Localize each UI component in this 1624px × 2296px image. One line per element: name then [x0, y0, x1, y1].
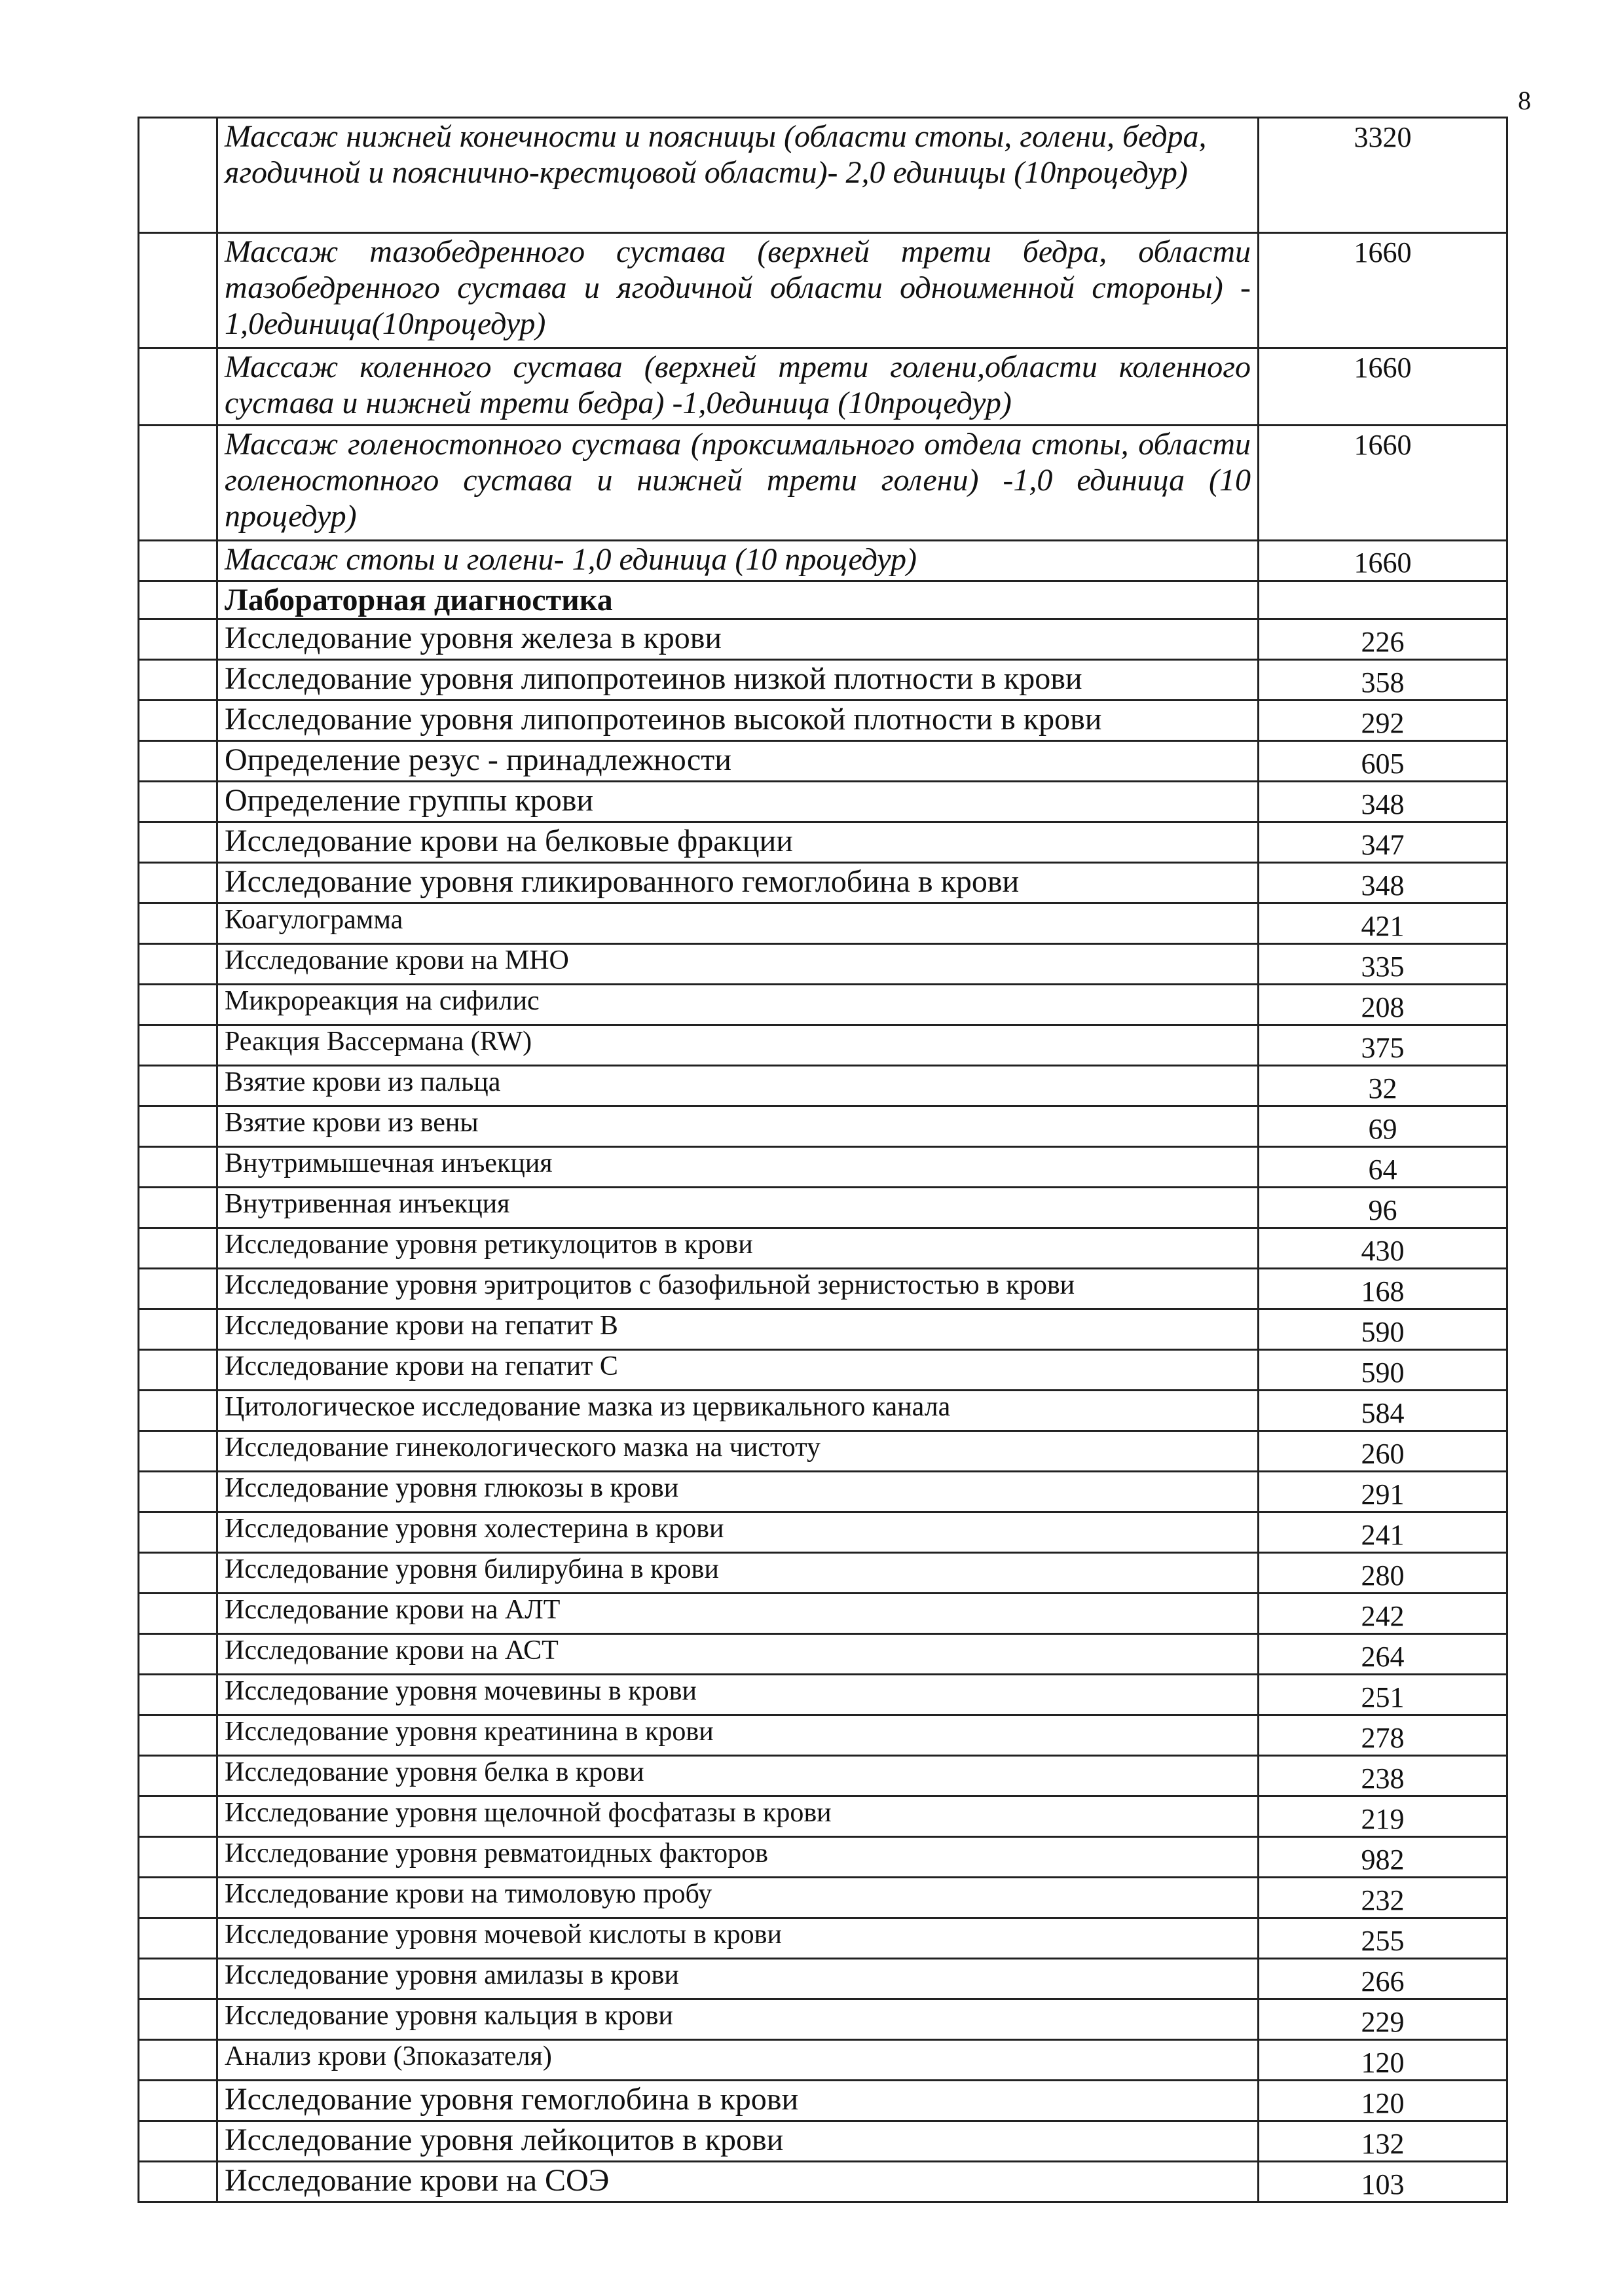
row-number-cell — [139, 1594, 217, 1634]
table-row — [139, 782, 1507, 822]
table-row — [139, 741, 1507, 782]
service-name: Массаж коленного сустава (верхней трети голени,области коленного сустава и нижней трети бедра) -1,0единица (10процедур) — [217, 348, 1259, 426]
service-name: Исследование уровня мочевой кислоты в крови — [217, 1918, 1259, 1959]
service-name: Исследование крови на гепатит В — [217, 1309, 1259, 1350]
table-row — [139, 1188, 1507, 1228]
service-name: Исследование крови на АЛТ — [217, 1594, 1259, 1634]
row-number-cell — [139, 701, 217, 741]
row-number-cell — [139, 1025, 217, 1066]
row-number-cell — [139, 1675, 217, 1715]
table-row — [139, 1512, 1507, 1553]
row-number-cell — [139, 2040, 217, 2081]
service-price: 64 — [1259, 1147, 1507, 1188]
section-header: Лабораторная диагностика — [217, 581, 1259, 619]
row-number-cell — [139, 1472, 217, 1512]
service-name: Исследование гинекологического мазка на чистоту — [217, 1431, 1259, 1472]
table-row — [139, 2162, 1507, 2202]
row-number-cell — [139, 944, 217, 985]
row-number-cell — [139, 1350, 217, 1391]
table-row — [139, 985, 1507, 1025]
service-name: Исследование крови на гепатит С — [217, 1350, 1259, 1391]
table-row — [139, 541, 1507, 581]
service-name: Исследование уровня ревматоидных факторов — [217, 1837, 1259, 1878]
service-name: Взятие крови из вены — [217, 1106, 1259, 1147]
row-number-cell — [139, 2162, 217, 2202]
table-row — [139, 1796, 1507, 1837]
table-row — [139, 1553, 1507, 1594]
table-row — [139, 1472, 1507, 1512]
table-row — [139, 822, 1507, 863]
row-number-cell — [139, 660, 217, 701]
service-price: 1660 — [1259, 348, 1507, 426]
service-price: 266 — [1259, 1959, 1507, 1999]
table-row — [139, 1391, 1507, 1431]
row-number-cell — [139, 1837, 217, 1878]
service-price: 982 — [1259, 1837, 1507, 1878]
table-row — [139, 1675, 1507, 1715]
service-name: Массаж нижней конечности и поясницы (области стопы, голени, бедра, ягодичной и пояснично-крестцовой области)- 2,0 единицы (10процедур) — [217, 118, 1259, 233]
row-number-cell — [139, 1431, 217, 1472]
table-row — [139, 944, 1507, 985]
table-row — [139, 2040, 1507, 2081]
service-name: Исследование уровня щелочной фосфатазы в крови — [217, 1796, 1259, 1837]
service-name: Реакция Вассермана (RW) — [217, 1025, 1259, 1066]
table-row — [139, 701, 1507, 741]
row-number-cell — [139, 1147, 217, 1188]
row-number-cell — [139, 1228, 217, 1269]
table-row — [139, 1431, 1507, 1472]
table-row — [139, 1350, 1507, 1391]
service-name: Исследование уровня лейкоцитов в крови — [217, 2121, 1259, 2162]
row-number-cell — [139, 1553, 217, 1594]
row-number-cell — [139, 581, 217, 619]
service-name: Исследование уровня мочевины в крови — [217, 1675, 1259, 1715]
table-row — [139, 2121, 1507, 2162]
table-row — [139, 1999, 1507, 2040]
row-number-cell — [139, 233, 217, 348]
table-row — [139, 1269, 1507, 1309]
row-number-cell — [139, 1999, 217, 2040]
service-name: Исследование крови на тимоловую пробу — [217, 1878, 1259, 1918]
service-name: Исследование уровня железа в крови — [217, 619, 1259, 660]
service-price: 335 — [1259, 944, 1507, 985]
row-number-cell — [139, 1106, 217, 1147]
service-price: 264 — [1259, 1634, 1507, 1675]
service-price: 430 — [1259, 1228, 1507, 1269]
service-price: 260 — [1259, 1431, 1507, 1472]
row-number-cell — [139, 118, 217, 233]
table-row — [139, 348, 1507, 426]
table-row — [139, 863, 1507, 903]
row-number-cell — [139, 1756, 217, 1796]
price-table-body — [139, 118, 1507, 2202]
service-price: 168 — [1259, 1269, 1507, 1309]
service-name: Определение группы крови — [217, 782, 1259, 822]
service-price: 242 — [1259, 1594, 1507, 1634]
service-name: Исследование уровня гемоглобина в крови — [217, 2081, 1259, 2121]
service-name: Массаж голеностопного сустава (проксимального отдела стопы, области голеностопного сустава и нижней трети голени) -1,0 единица (10 процедур) — [217, 426, 1259, 541]
service-price: 241 — [1259, 1512, 1507, 1553]
price-table — [138, 117, 1508, 2203]
service-price: 232 — [1259, 1878, 1507, 1918]
table-row — [139, 1918, 1507, 1959]
row-number-cell — [139, 426, 217, 541]
service-price: 132 — [1259, 2121, 1507, 2162]
service-price: 347 — [1259, 822, 1507, 863]
table-row — [139, 1025, 1507, 1066]
table-row — [139, 903, 1507, 944]
service-price: 251 — [1259, 1675, 1507, 1715]
service-name: Цитологическое исследование мазка из цервикального канала — [217, 1391, 1259, 1431]
service-name: Массаж стопы и голени- 1,0 единица (10 процедур) — [217, 541, 1259, 581]
service-price: 590 — [1259, 1309, 1507, 1350]
row-number-cell — [139, 1634, 217, 1675]
row-number-cell — [139, 903, 217, 944]
service-name: Исследование уровня амилазы в крови — [217, 1959, 1259, 1999]
row-number-cell — [139, 822, 217, 863]
table-row — [139, 1228, 1507, 1269]
service-price: 348 — [1259, 863, 1507, 903]
service-name: Определение резус - принадлежности — [217, 741, 1259, 782]
row-number-cell — [139, 782, 217, 822]
service-name: Анализ крови (3показателя) — [217, 2040, 1259, 2081]
service-name: Коагулограмма — [217, 903, 1259, 944]
service-name: Исследование уровня липопротеинов низкой плотности в крови — [217, 660, 1259, 701]
table-row — [139, 233, 1507, 348]
row-number-cell — [139, 985, 217, 1025]
service-name: Взятие крови из пальца — [217, 1066, 1259, 1106]
table-row — [139, 1066, 1507, 1106]
row-number-cell — [139, 2121, 217, 2162]
service-price: 375 — [1259, 1025, 1507, 1066]
service-price: 358 — [1259, 660, 1507, 701]
service-price: 291 — [1259, 1472, 1507, 1512]
service-price: 1660 — [1259, 541, 1507, 581]
row-number-cell — [139, 1066, 217, 1106]
service-name: Исследование уровня глюкозы в крови — [217, 1472, 1259, 1512]
table-row — [139, 1309, 1507, 1350]
service-name: Массаж тазобедренного сустава (верхней трети бедра, области тазобедренного сустава и ягодичной области одноименной стороны) - 1,0единица(10процедур) — [217, 233, 1259, 348]
table-row — [139, 1147, 1507, 1188]
service-price: 348 — [1259, 782, 1507, 822]
page-number: 8 — [1518, 86, 1531, 115]
service-price: 584 — [1259, 1391, 1507, 1431]
service-name: Исследование крови на МНО — [217, 944, 1259, 985]
table-row — [139, 1959, 1507, 1999]
row-number-cell — [139, 541, 217, 581]
row-number-cell — [139, 1715, 217, 1756]
row-number-cell — [139, 1512, 217, 1553]
row-number-cell — [139, 1878, 217, 1918]
service-price: 219 — [1259, 1796, 1507, 1837]
row-number-cell — [139, 1918, 217, 1959]
service-name: Исследование уровня ретикулоцитов в крови — [217, 1228, 1259, 1269]
service-price: 96 — [1259, 1188, 1507, 1228]
service-price: 103 — [1259, 2162, 1507, 2202]
service-price — [1259, 581, 1507, 619]
service-name: Исследование уровня холестерина в крови — [217, 1512, 1259, 1553]
table-row — [139, 1634, 1507, 1675]
service-name: Исследование уровня билирубина в крови — [217, 1553, 1259, 1594]
service-name: Исследование уровня кальция в крови — [217, 1999, 1259, 2040]
row-number-cell — [139, 741, 217, 782]
service-price: 280 — [1259, 1553, 1507, 1594]
service-price: 226 — [1259, 619, 1507, 660]
service-price: 421 — [1259, 903, 1507, 944]
service-name: Микрореакция на сифилис — [217, 985, 1259, 1025]
row-number-cell — [139, 348, 217, 426]
table-row — [139, 1106, 1507, 1147]
table-row — [139, 1837, 1507, 1878]
table-row — [139, 660, 1507, 701]
service-name: Внутривенная инъекция — [217, 1188, 1259, 1228]
row-number-cell — [139, 1959, 217, 1999]
service-price: 1660 — [1259, 426, 1507, 541]
table-row — [139, 619, 1507, 660]
service-price: 605 — [1259, 741, 1507, 782]
service-price: 292 — [1259, 701, 1507, 741]
service-name: Исследование крови на СОЭ — [217, 2162, 1259, 2202]
service-price: 3320 — [1259, 118, 1507, 233]
service-name: Внутримышечная инъекция — [217, 1147, 1259, 1188]
service-name: Исследование крови на АСТ — [217, 1634, 1259, 1675]
row-number-cell — [139, 1269, 217, 1309]
table-row — [139, 2081, 1507, 2121]
row-number-cell — [139, 1188, 217, 1228]
row-number-cell — [139, 1309, 217, 1350]
table-row — [139, 426, 1507, 541]
service-price: 590 — [1259, 1350, 1507, 1391]
service-name: Исследование уровня гликированного гемоглобина в крови — [217, 863, 1259, 903]
row-number-cell — [139, 863, 217, 903]
service-price: 278 — [1259, 1715, 1507, 1756]
row-number-cell — [139, 1391, 217, 1431]
service-name: Исследование уровня эритроцитов с базофильной зернистостью в крови — [217, 1269, 1259, 1309]
service-name: Исследование крови на белковые фракции — [217, 822, 1259, 863]
row-number-cell — [139, 619, 217, 660]
service-name: Исследование уровня белка в крови — [217, 1756, 1259, 1796]
service-price: 229 — [1259, 1999, 1507, 2040]
service-price: 208 — [1259, 985, 1507, 1025]
service-price: 238 — [1259, 1756, 1507, 1796]
service-price: 32 — [1259, 1066, 1507, 1106]
service-name: Исследование уровня липопротеинов высокой плотности в крови — [217, 701, 1259, 741]
service-price: 255 — [1259, 1918, 1507, 1959]
service-price: 69 — [1259, 1106, 1507, 1147]
row-number-cell — [139, 1796, 217, 1837]
service-price: 1660 — [1259, 233, 1507, 348]
section-header-row — [139, 581, 1507, 619]
service-price: 120 — [1259, 2040, 1507, 2081]
table-row — [139, 1756, 1507, 1796]
table-row — [139, 1878, 1507, 1918]
table-row — [139, 1594, 1507, 1634]
row-number-cell — [139, 2081, 217, 2121]
table-row — [139, 1715, 1507, 1756]
table-row — [139, 118, 1507, 233]
service-price: 120 — [1259, 2081, 1507, 2121]
service-name: Исследование уровня креатинина в крови — [217, 1715, 1259, 1756]
